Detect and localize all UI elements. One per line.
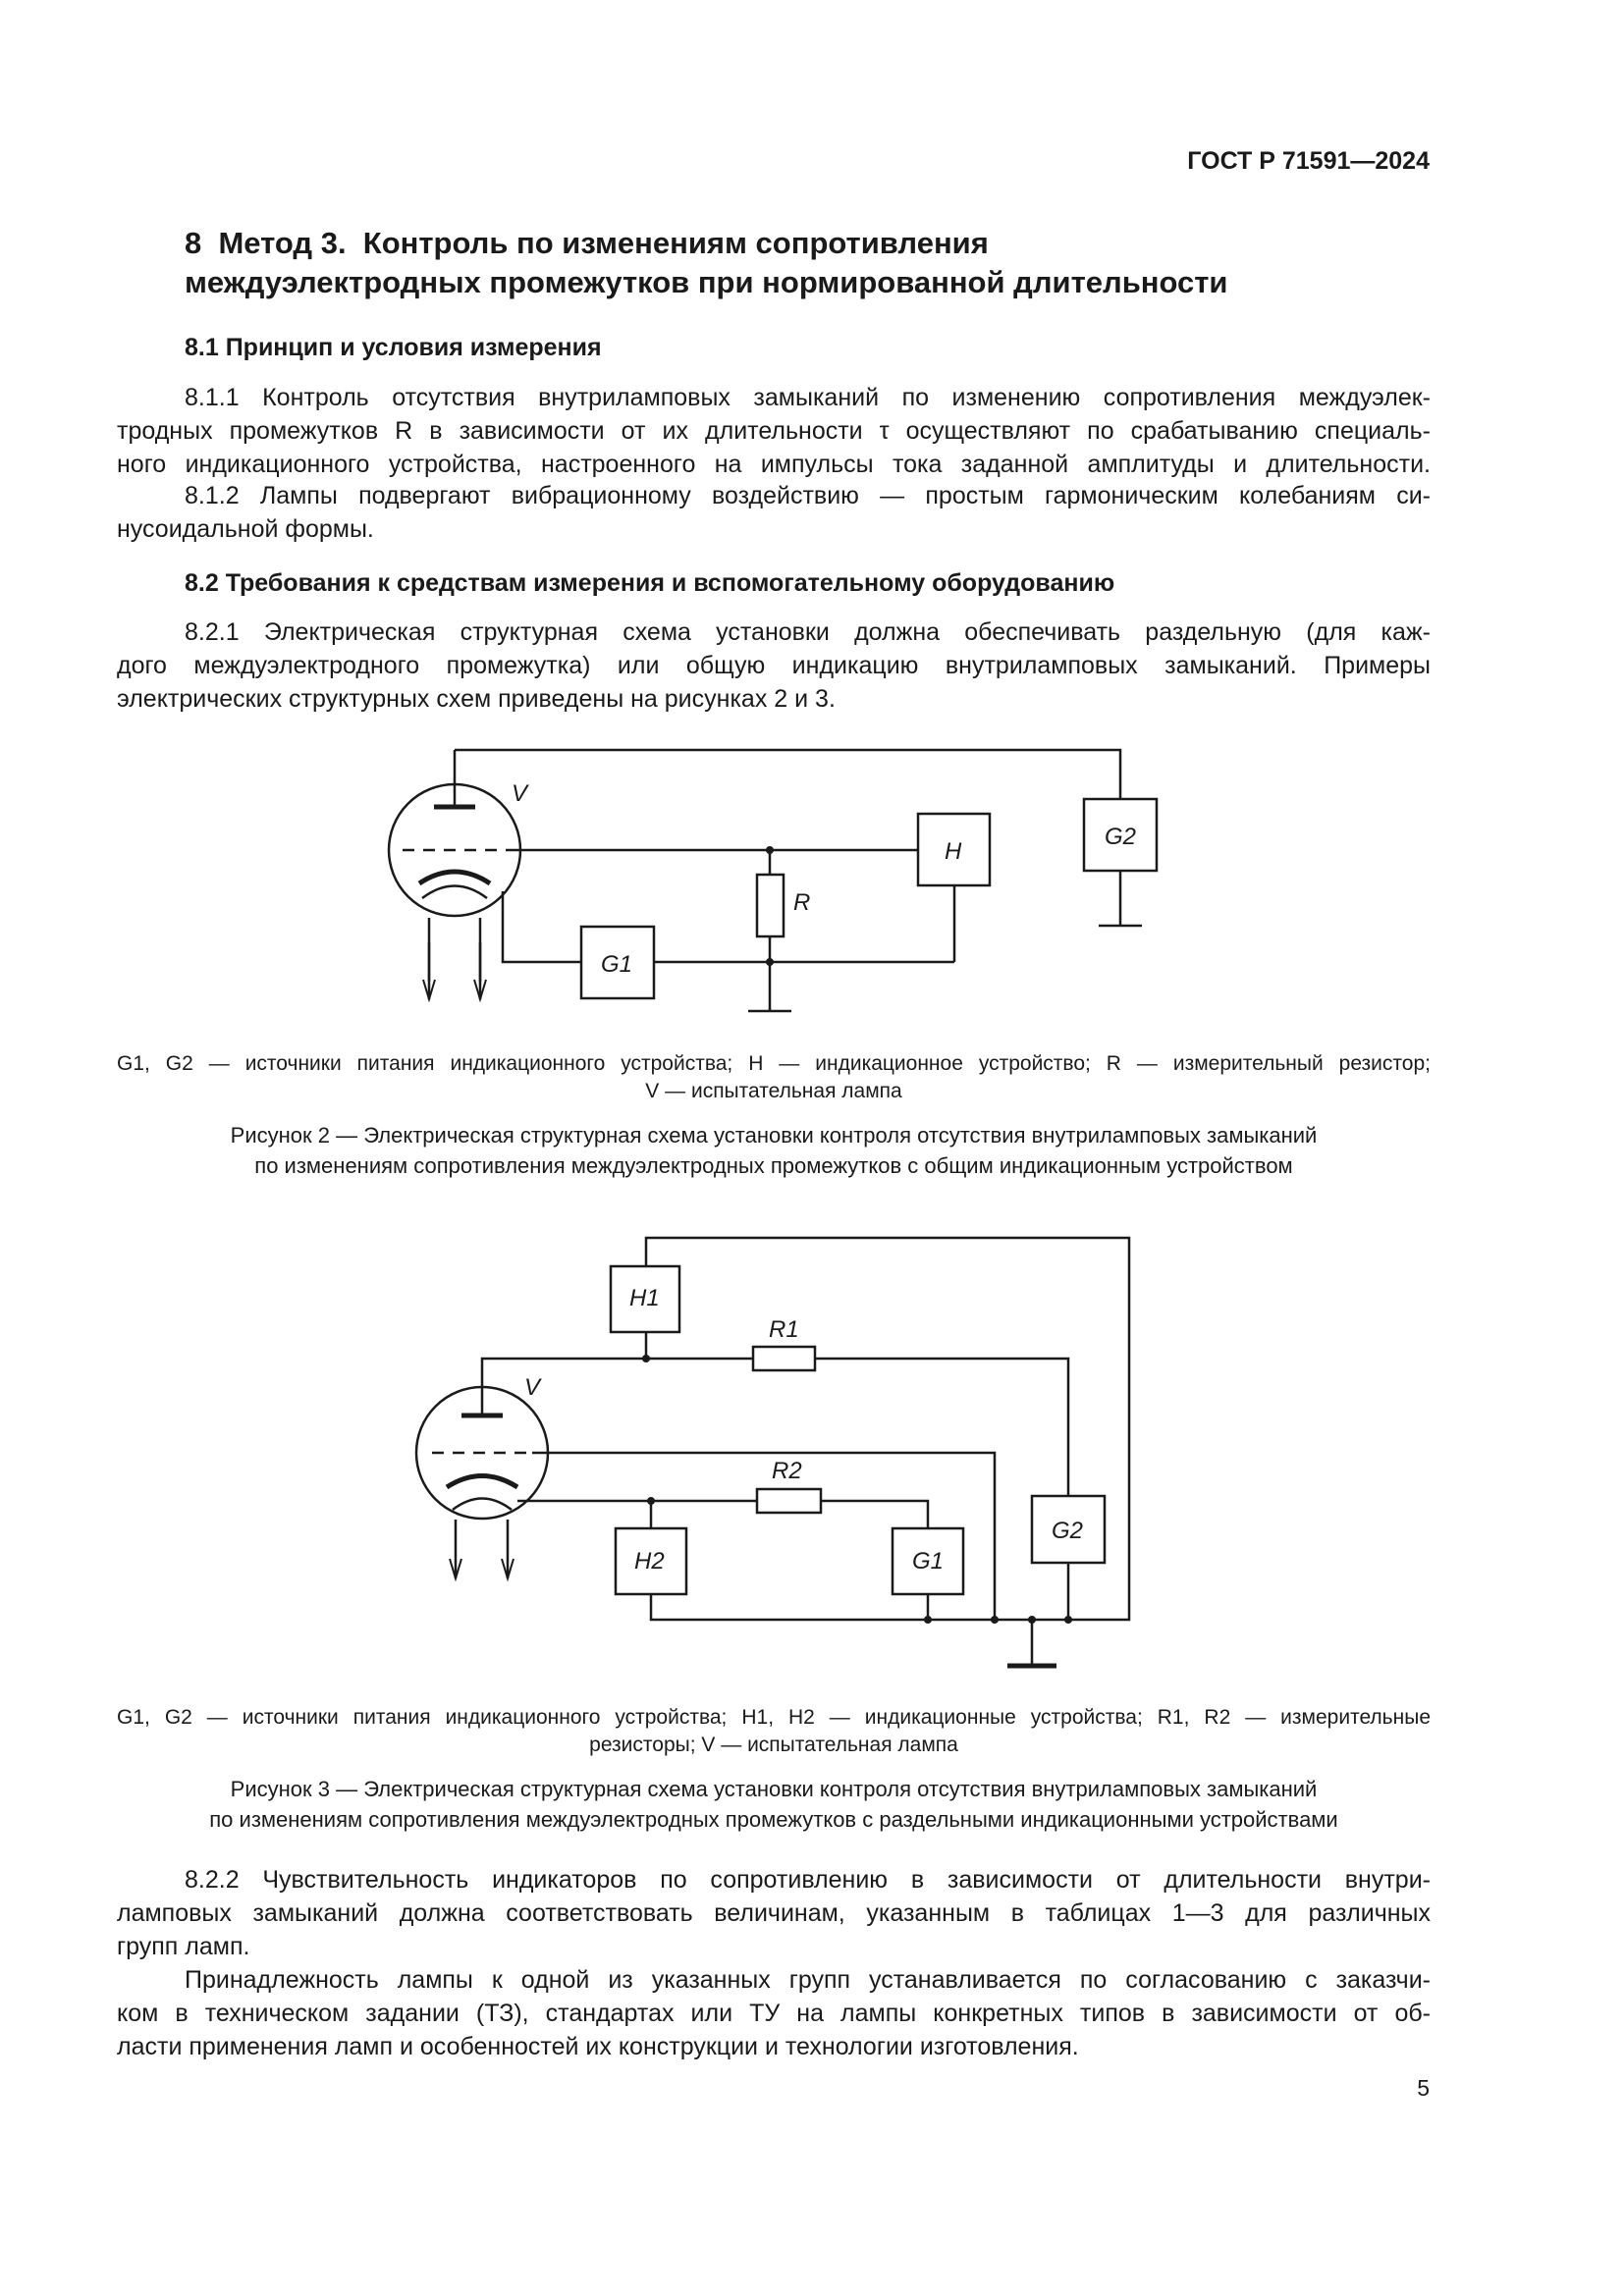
label-G2: G2 — [1052, 1518, 1084, 1544]
label-H2: H2 — [634, 1548, 665, 1575]
label-G2: G2 — [1105, 824, 1137, 850]
resistor-R1 — [753, 1347, 815, 1370]
label-V: V — [524, 1374, 541, 1401]
junction-dot — [1028, 1616, 1036, 1624]
text-line: ком в техническом задании (ТЗ), стандартах или ТУ на лампы конкретных типов в зависимости от об- — [117, 2000, 1431, 2027]
junction-dot — [1064, 1616, 1072, 1624]
text-line: 8.2.1 Электрическая структурная схема установки должна обеспечивать раздельную (для каж- — [185, 618, 1431, 646]
text-line: 8.2.2 Чувствительность индикаторов по сопротивлению в зависимости от длительности внутри- — [185, 1866, 1431, 1894]
page-number: 5 — [1417, 2075, 1430, 2101]
text-line: нусоидальной формы. — [117, 515, 374, 543]
junction-dot — [766, 958, 774, 966]
label-R1: R1 — [769, 1316, 799, 1343]
label-R2: R2 — [772, 1458, 802, 1484]
figure-3-schematic — [416, 1238, 1129, 1666]
section-8-title-line1: 8 Метод 3. Контроль по изменениям сопротивления — [185, 226, 989, 260]
paragraph-group-membership — [117, 1963, 1431, 2063]
figure-3-caption — [117, 1774, 1431, 1835]
text-line: Принадлежность лампы к одной из указанных групп устанавливается по согласованию с заказчи- — [185, 1966, 1431, 1994]
label-H1: H1 — [629, 1285, 660, 1311]
junction-dot — [642, 1355, 650, 1362]
tube-cathode — [447, 1476, 517, 1488]
label-R: R — [793, 889, 811, 916]
text-line: ласти применения ламп и особенностей их конструкции и технологии изготовления. — [117, 2033, 1079, 2060]
figure-2-schematic — [389, 750, 1157, 1011]
caption-line: Рисунок 2 — Электрическая структурная схема установки контроля отсутствия внутриламповых замыканий — [230, 1123, 1318, 1148]
paragraph-8-2-2 — [117, 1863, 1431, 1963]
figure-3-legend — [117, 1704, 1431, 1759]
label-G1: G1 — [601, 951, 633, 978]
junction-dot — [924, 1616, 932, 1624]
legend-line: G1, G2 — источники питания индикационного устройства; H — индикационное устройство; R — измерительный резистор; — [117, 1052, 1431, 1075]
document-code: ГОСТ Р 71591—2024 — [1187, 147, 1430, 175]
text-line: электрических структурных схем приведены на рисунках 2 и 3. — [117, 685, 836, 713]
section-8-title-line2: междуэлектродных промежутков при нормированной длительности — [185, 265, 1228, 299]
label-G1: G1 — [912, 1548, 945, 1575]
junction-dot — [991, 1616, 999, 1624]
figure-2-caption — [117, 1120, 1431, 1181]
legend-line: резисторы; V — испытательная лампа — [589, 1734, 958, 1756]
text-line: ламповых замыканий должна соответствовать величинам, указанным в таблицах 1—3 для различных — [117, 1899, 1431, 1927]
section-8-1-heading: 8.1 Принцип и условия измерения — [185, 334, 602, 361]
resistor-R — [757, 875, 784, 936]
junction-dot — [766, 846, 774, 854]
legend-line: G1, G2 — источники питания индикационного устройства; H1, H2 — индикационные устройства; R1, R2 — измерительные — [117, 1706, 1431, 1729]
caption-line: по изменениям сопротивления междуэлектродных промежутков с общим индикационным устройством — [254, 1153, 1293, 1178]
figure-2-legend — [117, 1050, 1431, 1105]
text-line: групп ламп. — [117, 1933, 250, 1960]
text-line: ного индикационного устройства, настроенного на импульсы тока заданной амплитуды и длительности. — [117, 451, 1431, 478]
caption-line: по изменениям сопротивления междуэлектродных промежутков с раздельными индикационными устройствами — [209, 1807, 1338, 1832]
text-line: тродных промежутков R в зависимости от их длительности τ осуществляют по срабатыванию специаль- — [117, 417, 1431, 445]
caption-line: Рисунок 3 — Электрическая структурная схема установки контроля отсутствия внутриламповых замыканий — [230, 1777, 1318, 1801]
resistor-R2 — [757, 1489, 821, 1513]
label-V: V — [512, 780, 528, 807]
text-line: 8.1.1 Контроль отсутствия внутриламповых замыканий по изменению сопротивления междуэлек- — [185, 384, 1431, 411]
text-line: дого междуэлектродного промежутка) или общую индикацию внутриламповых замыканий. Примеры — [117, 652, 1431, 679]
text-line: 8.1.2 Лампы подвергают вибрационному воздействию — простым гармоническим колебаниям си- — [185, 482, 1431, 509]
section-8-2-heading: 8.2 Требования к средствам измерения и вспомогательному оборудованию — [185, 569, 1115, 597]
junction-dot — [647, 1497, 655, 1505]
tube-cathode — [419, 872, 490, 883]
label-H: H — [945, 838, 962, 865]
legend-line: V — испытательная лампа — [645, 1080, 902, 1102]
